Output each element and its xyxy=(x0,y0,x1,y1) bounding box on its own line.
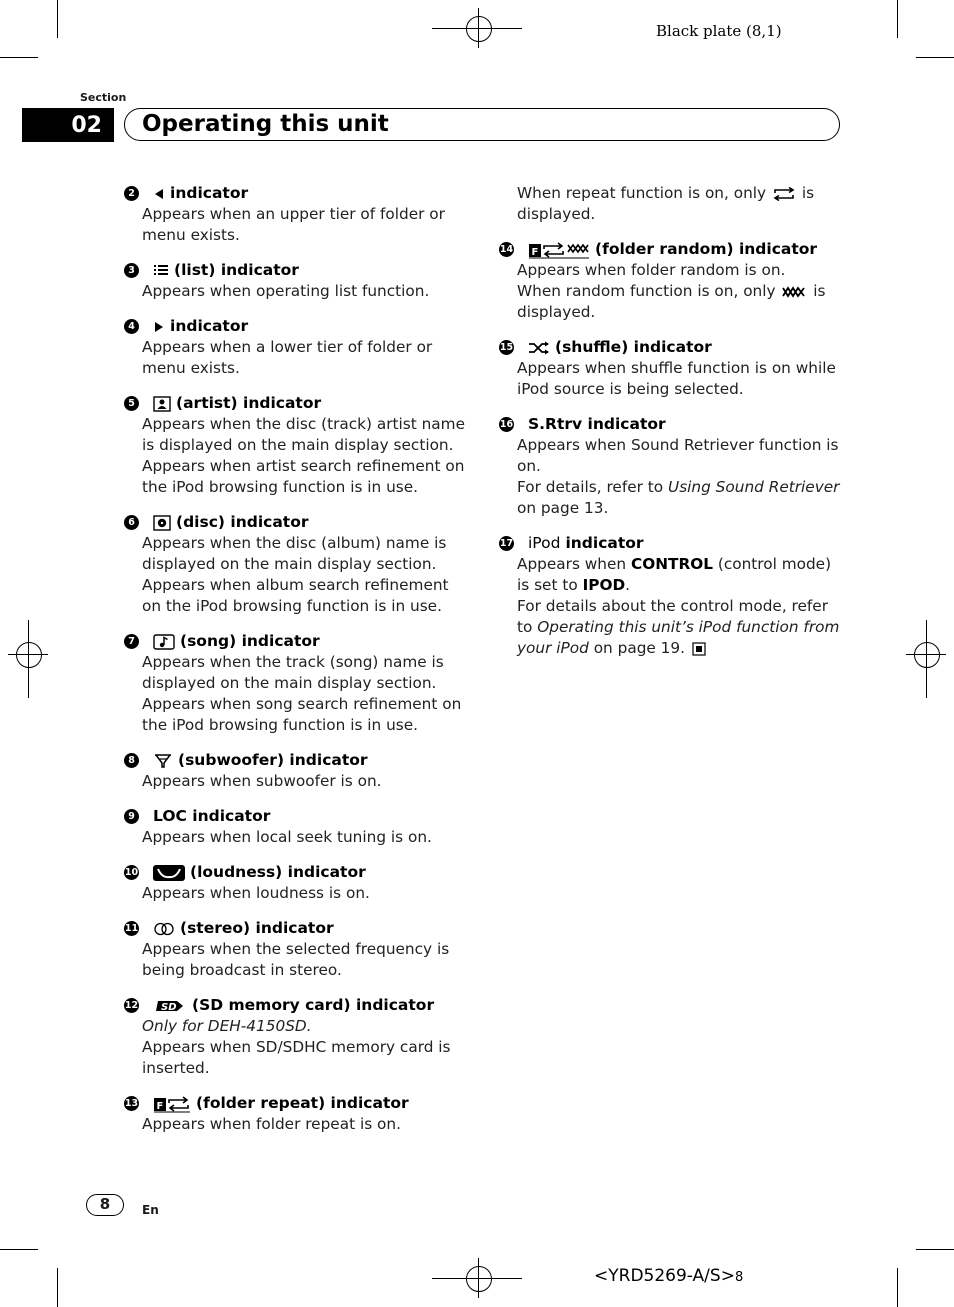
item-description: Appears when shuffle function is on while iPod source is being selected. xyxy=(517,359,836,398)
language-label: En xyxy=(142,1203,159,1217)
ipod-term: IPOD xyxy=(582,576,626,594)
item-title: (subwoofer) indicator xyxy=(178,751,368,769)
item-title: indicator xyxy=(565,534,644,552)
list-item xyxy=(124,995,469,1079)
sd-card-icon xyxy=(153,999,187,1013)
reference-text: For details, refer to xyxy=(517,478,664,496)
svg-text:SD: SD xyxy=(161,1001,177,1013)
item-heading xyxy=(499,533,844,554)
item-title: LOC indicator xyxy=(153,807,271,825)
stereo-icon xyxy=(153,922,175,936)
item-heading xyxy=(124,862,469,883)
reference-text: For details about the control mode, refer to xyxy=(517,597,828,636)
item-number: 2 xyxy=(124,186,139,201)
folder-random-icon xyxy=(528,241,590,259)
item-title: (song) indicator xyxy=(180,632,320,650)
item-description: Appears when subwoofer is on. xyxy=(142,772,382,790)
item-title: S.Rtrv indicator xyxy=(528,415,666,433)
item-description: Appears when SD/SDHC memory card is inserted. xyxy=(142,1038,451,1077)
item-description: Appears when the disc (album) name is displayed on the main display section. xyxy=(142,534,447,573)
item-description: Appears when the disc (track) artist name is displayed on the main display section. xyxy=(142,415,465,454)
loudness-icon xyxy=(153,865,185,881)
item-number: 10 xyxy=(124,867,139,878)
item-title: (disc) indicator xyxy=(176,513,309,531)
item-description: Appears when the track (song) name is displayed on the main display section. xyxy=(142,653,444,692)
item-description: Appears when song search refinement on the iPod browsing function is in use. xyxy=(142,695,462,734)
item-note xyxy=(142,1016,469,1037)
item-heading xyxy=(124,750,469,771)
subwoofer-icon xyxy=(153,753,173,769)
item-number: 11 xyxy=(124,923,139,934)
item-heading xyxy=(499,414,844,435)
item-description: is displayed. xyxy=(517,282,826,321)
item-number: 15 xyxy=(499,342,514,353)
crop-mark xyxy=(916,1249,954,1250)
item-title: (folder random) indicator xyxy=(595,240,818,258)
item-description: Appears when xyxy=(517,555,627,573)
item-number: 8 xyxy=(124,753,139,768)
item-title: (folder repeat) indicator xyxy=(196,1094,409,1112)
punctuation: . xyxy=(625,576,631,594)
item-title: indicator xyxy=(170,184,249,202)
item-number: 9 xyxy=(124,809,139,824)
crop-mark xyxy=(916,57,954,58)
item-title: (SD memory card) indicator xyxy=(192,996,435,1014)
item-description: Appears when Sound Retriever function is on. xyxy=(517,436,839,475)
item-number: 14 xyxy=(499,244,514,255)
item-heading xyxy=(124,512,469,533)
item-number: 17 xyxy=(499,538,514,549)
item-description: Appears when local seek tuning is on. xyxy=(142,828,432,846)
left-column xyxy=(124,183,469,1149)
list-item xyxy=(499,337,844,400)
ipod-label: iPod xyxy=(528,534,561,552)
item-heading xyxy=(124,316,469,337)
item-title: (stereo) indicator xyxy=(180,919,334,937)
crop-mark xyxy=(897,1268,898,1307)
item-title: indicator xyxy=(170,317,249,335)
item-number: 16 xyxy=(499,419,514,430)
list-item xyxy=(124,1093,469,1135)
item-heading xyxy=(124,183,469,204)
item-heading xyxy=(124,806,469,827)
list-item xyxy=(124,862,469,904)
item-heading xyxy=(124,631,469,652)
item-number: 4 xyxy=(124,319,139,334)
item-description: When random function is on, only xyxy=(517,282,776,300)
section-label: Section xyxy=(80,91,127,104)
item-number: 13 xyxy=(124,1098,139,1109)
folder-repeat-icon xyxy=(153,1095,191,1113)
item-title: (shuffle) indicator xyxy=(555,338,712,356)
control-term: CONTROL xyxy=(630,555,713,573)
list-item xyxy=(124,316,469,379)
item-number: 6 xyxy=(124,515,139,530)
document-code-text: <YRD5269-A/S> xyxy=(594,1266,735,1286)
item-number: 5 xyxy=(124,396,139,411)
page-number: 8 xyxy=(86,1194,124,1216)
document-code xyxy=(594,1266,743,1286)
list-item xyxy=(124,183,469,246)
item-description: When repeat function is on, only xyxy=(517,184,767,202)
plate-label: Black plate (8,1) xyxy=(656,22,782,40)
item-description: Appears when operating list function. xyxy=(142,282,430,300)
crop-mark xyxy=(0,57,38,58)
right-column xyxy=(499,183,844,673)
list-item xyxy=(499,533,844,659)
repeat-icon xyxy=(773,187,795,201)
item-description: Appears when artist search refinement on the iPod browsing function is in use. xyxy=(142,457,465,496)
model-note: Only for DEH-4150SD. xyxy=(142,1017,312,1035)
reference-text: on page 13. xyxy=(517,499,609,517)
item-heading xyxy=(124,995,469,1016)
list-item xyxy=(124,631,469,736)
item-heading xyxy=(124,393,469,414)
item-description: Appears when folder random is on. xyxy=(517,261,786,279)
item-heading xyxy=(124,918,469,939)
item-heading xyxy=(499,337,844,358)
list-item xyxy=(124,806,469,848)
page-title: Operating this unit xyxy=(124,108,840,141)
item-description: Appears when folder repeat is on. xyxy=(142,1115,401,1133)
list-icon xyxy=(153,264,169,278)
crop-mark xyxy=(897,0,898,38)
item-description: Appears when the selected frequency is being broadcast in stereo. xyxy=(142,940,450,979)
document-code-suffix: 8 xyxy=(734,1270,744,1285)
item-description: Appears when album search refinement on the iPod browsing function is in use. xyxy=(142,576,449,615)
disc-icon xyxy=(153,515,171,531)
reference-link[interactable]: Using Sound Retriever xyxy=(668,478,840,496)
item-number: 3 xyxy=(124,263,139,278)
list-item xyxy=(124,512,469,617)
item-title: (loudness) indicator xyxy=(190,863,366,881)
item-title: (list) indicator xyxy=(174,261,299,279)
random-icon xyxy=(782,285,806,299)
section-number: 02 xyxy=(22,108,114,142)
crop-mark xyxy=(0,1249,38,1250)
list-item-continued xyxy=(499,183,844,225)
item-title: (artist) indicator xyxy=(176,394,322,412)
song-icon xyxy=(153,634,175,650)
item-description: is displayed. xyxy=(517,184,815,223)
list-item xyxy=(124,750,469,792)
item-number: 7 xyxy=(124,634,139,649)
item-heading xyxy=(124,260,469,281)
shuffle-icon xyxy=(528,341,550,355)
list-item xyxy=(124,393,469,498)
right-triangle-icon xyxy=(153,321,165,333)
crop-mark xyxy=(57,1268,58,1307)
svg-text:F: F xyxy=(531,246,539,258)
reference-link[interactable]: Operating this unit’s iPod function from your iPod xyxy=(517,618,840,657)
item-description: Appears when a lower tier of folder or menu exists. xyxy=(142,338,433,377)
artist-icon xyxy=(153,396,171,412)
item-description: Appears when an upper tier of folder or menu exists. xyxy=(142,205,445,244)
list-item xyxy=(499,239,844,323)
item-number: 12 xyxy=(124,1000,139,1011)
list-item xyxy=(124,918,469,981)
item-description: (control mode) is set to xyxy=(517,555,832,594)
svg-text:F: F xyxy=(156,1100,164,1112)
list-item xyxy=(124,260,469,302)
item-heading xyxy=(499,239,844,260)
item-description: Appears when loudness is on. xyxy=(142,884,370,902)
list-item xyxy=(499,414,844,519)
reference-text: on page 19. xyxy=(593,639,685,657)
end-mark-icon xyxy=(692,642,706,656)
crop-mark xyxy=(57,0,58,38)
item-heading xyxy=(124,1093,469,1114)
left-triangle-icon xyxy=(153,188,165,200)
